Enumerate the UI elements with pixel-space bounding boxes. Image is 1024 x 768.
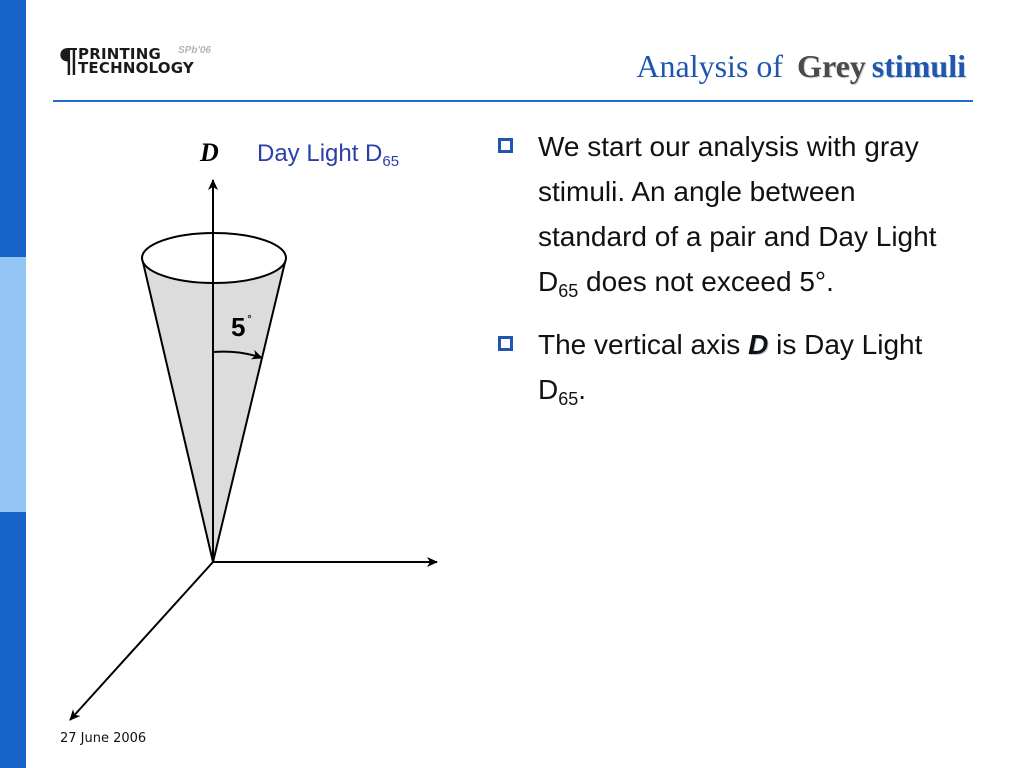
bullet-subscript: 65 [558, 281, 579, 301]
title-part-3: stimuli [871, 48, 966, 84]
square-bullet-icon [498, 138, 513, 153]
bullet-text-part: does not exceed 5°. [578, 266, 834, 297]
logo-line-2: TECHNOLOGY [78, 59, 194, 77]
bullet-text-part: is Day Light D [538, 329, 923, 405]
bullet-text-part: . [578, 374, 587, 405]
footer-date: 27 June 2006 [60, 731, 147, 746]
bullet-list [498, 124, 968, 430]
bullet-item [498, 322, 968, 412]
bullet-emphasis: D [748, 329, 769, 360]
d-axis-label: D [200, 138, 219, 167]
diagonal-axis [70, 562, 213, 720]
bullet-text-part: The vertical axis [538, 329, 749, 360]
bullet-subscript: 65 [558, 389, 579, 409]
logo-line-1: PRINTING [78, 45, 161, 63]
daylight-d65-label [257, 140, 399, 168]
bullet-item [498, 124, 968, 304]
bullet-text [538, 322, 968, 412]
angle-unit: ˚ [247, 313, 253, 329]
pilcrow-logo-icon: ¶ [58, 41, 79, 80]
bullet-text [538, 124, 968, 304]
title-part-2: Grey [797, 48, 866, 84]
square-bullet-icon [498, 336, 513, 351]
angle-value: 5 [231, 312, 246, 342]
title-part-1: Analysis of [636, 48, 784, 84]
angle-label [231, 306, 252, 342]
daylight-label-subscript: 65 [382, 153, 400, 170]
daylight-label-text: Day Light D [257, 140, 383, 167]
bullet-text-part: We start our analysis with gray stimuli. An angle between standard of a pair and Day Light D [538, 131, 937, 297]
logo-badge: SPb'06 [178, 45, 211, 56]
